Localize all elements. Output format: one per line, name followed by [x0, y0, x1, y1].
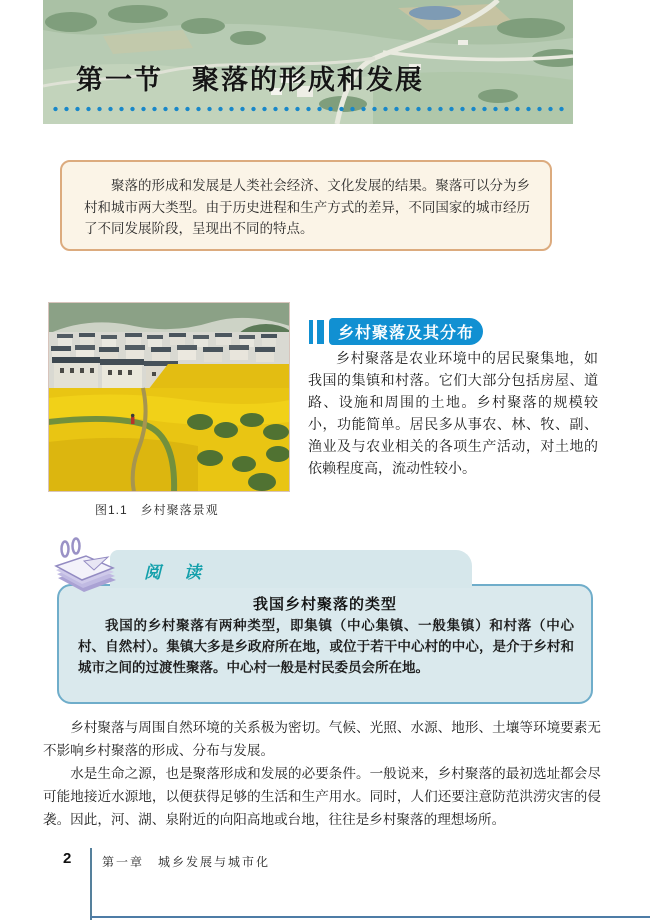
intro-box: [60, 160, 552, 251]
section-body-text: 乡村聚落是农业环境中的居民聚集地，如我国的集镇和村落。它们大部分包括房屋、道路、设施和周围的土地。乡村聚落的规模较小，功能简单。居民多从事农、林、牧、副、渔业及与农业相关的各项生产活动，对土地的依赖程度高，流动性较小。: [308, 350, 598, 476]
intro-text: 聚落的形成和发展是人类社会经济、文化发展的结果。聚落可以分为乡村和城市两大类型。由于历史进程和生产方式的差异，不同国家的城市经历了不同发展阶段，呈现出不同的特点。: [84, 178, 530, 236]
reading-body-text: 我国的乡村聚落有两种类型，即集镇（中心集镇、一般集镇）和村落（中心村、自然村）。集镇大多是乡政府所在地，或位于若干中心村的中心，是介于乡村和城市之间的过渡性聚落。中心村一般是村民委员会所在地。: [78, 618, 574, 675]
section-tag-bar: [317, 320, 324, 344]
footer-bottom-rule: [90, 916, 650, 918]
reading-tab-label: 阅 读: [144, 563, 204, 582]
dotted-divider: [50, 106, 566, 112]
section-tag-bar: [309, 320, 313, 344]
chapter-title: 第一章 城乡发展与城市化: [102, 855, 271, 869]
reading-title: 我国乡村聚落的类型: [252, 596, 397, 613]
reading-tab: [110, 550, 472, 588]
section-heading-tag: [329, 318, 483, 345]
footer-vertical-rule: [90, 848, 92, 920]
page-number: 2: [63, 850, 72, 867]
body-paragraph: 水是生命之源，也是聚落形成和发展的必要条件。一般说来，乡村聚落的最初选址都会尽可能地接近水源地，以便获得足够的生活和生产用水。同时，人们还要注意防范洪涝灾害的侵袭。因此，河、湖、泉附近的向阳高地或台地，往往是乡村聚落的理想场所。: [43, 766, 601, 827]
notebook-icon: [50, 536, 122, 596]
page-title: 第一节 聚落的形成和发展: [76, 65, 424, 95]
body-paragraph: 乡村聚落与周围自然环境的关系极为密切。气候、光照、水源、地形、土壤等环境要素无不影响乡村聚落的形成、分布与发展。: [43, 720, 601, 758]
figure-caption: 图1.1 乡村聚落景观: [95, 503, 219, 517]
section-heading-label: 乡村聚落及其分布: [337, 325, 474, 342]
village-photo: [48, 302, 290, 492]
